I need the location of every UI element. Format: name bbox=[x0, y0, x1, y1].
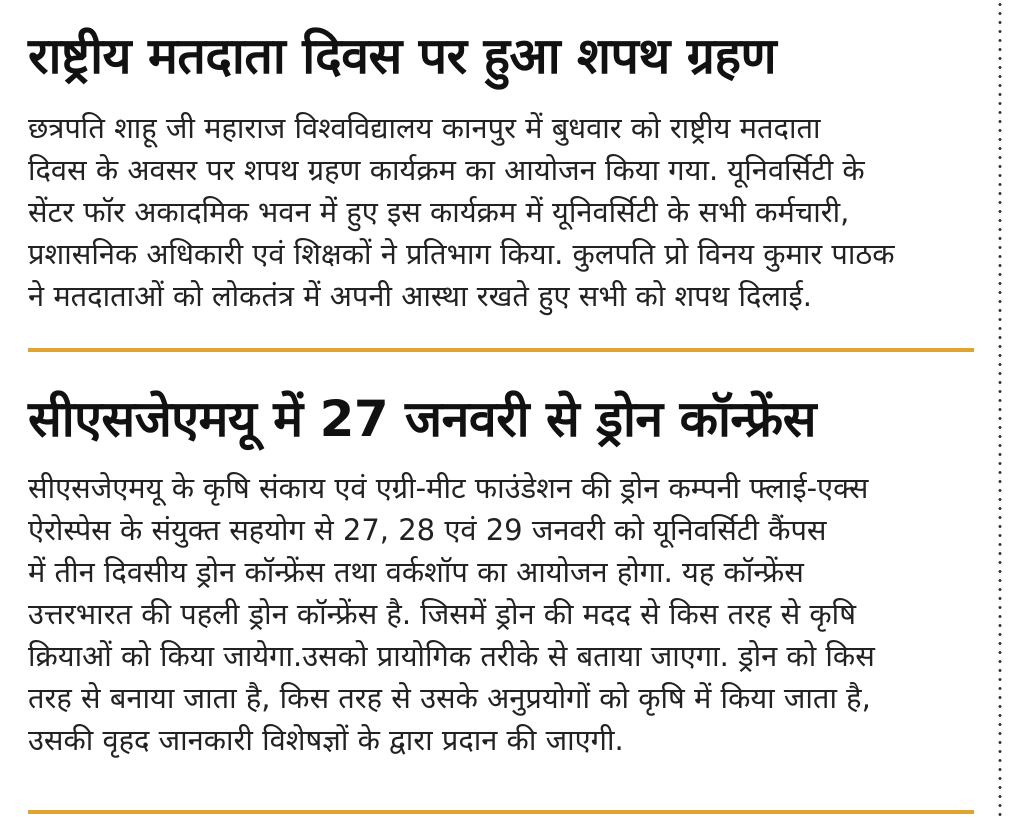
body-line: क्रियाओं को किया जायेगा.उसको प्रायोगिक तरीके से बताया जाएगा. ड्रोन को किस bbox=[28, 639, 875, 673]
body-line: ऐरोस्पेस के संयुक्त सहयोग से 27, 28 एवं 29 जनवरी को यूनिवर्सिटी कैंपस bbox=[28, 513, 827, 547]
body-line: सेंटर फॉर अकादमिक भवन में हुए इस कार्यक्रम में यूनिवर्सिटी के सभी कर्मचारी, bbox=[28, 195, 850, 229]
dotted-cut-border bbox=[997, 0, 1003, 819]
body-line: प्रशासनिक अधिकारी एवं शिक्षकों ने प्रतिभाग किया. कुलपति प्रो विनय कुमार पाठक bbox=[28, 237, 895, 271]
headline-voter-day: राष्ट्रीय मतदाता दिवस पर हुआ शपथ ग्रहण bbox=[28, 27, 777, 85]
body-line: उसकी वृहद जानकारी विशेषज्ञों के द्वारा प्रदान की जाएगी. bbox=[28, 723, 624, 757]
body-line: छत्रपति शाहू जी महाराज विश्वविद्यालय कानपुर में बुधवार को राष्ट्रीय मतदाता bbox=[28, 111, 821, 145]
divider-rule bbox=[28, 348, 974, 352]
body-line: तरह से बनाया जाता है, किस तरह से उसके अनुप्रयोगों को कृषि में किया जाता है, bbox=[28, 681, 871, 715]
headline-drone-conference: सीएसजेएमयू में 27 जनवरी से ड्रोन कॉन्फ्रेंस bbox=[28, 390, 817, 448]
body-line: उत्तरभारत की पहली ड्रोन कॉन्फ्रेंस है. जिसमें ड्रोन की मदद से किस तरह से कृषि bbox=[28, 597, 856, 631]
body-line: में तीन दिवसीय ड्रोन कॉन्फ्रेंस तथा वर्कशॉप का आयोजन होगा. यह कॉन्फ्रेंस bbox=[28, 555, 804, 589]
divider-rule-bottom bbox=[28, 810, 974, 814]
story-drone-conference-body bbox=[28, 467, 978, 761]
body-line: दिवस के अवसर पर शपथ ग्रहण कार्यक्रम का आयोजन किया गया. यूनिवर्सिटी के bbox=[28, 153, 865, 187]
story-voter-day bbox=[28, 25, 978, 317]
story-drone-conference bbox=[28, 388, 978, 761]
body-line: सीएसजेएमयू के कृषि संकाय एवं एग्री-मीट फाउंडेशन की ड्रोन कम्पनी फ्लाई-एक्स bbox=[28, 471, 869, 505]
story-voter-day-body bbox=[28, 107, 978, 317]
body-line: ने मतदाताओं को लोकतंत्र में अपनी आस्था रखते हुए सभी को शपथ दिलाई. bbox=[28, 279, 812, 313]
